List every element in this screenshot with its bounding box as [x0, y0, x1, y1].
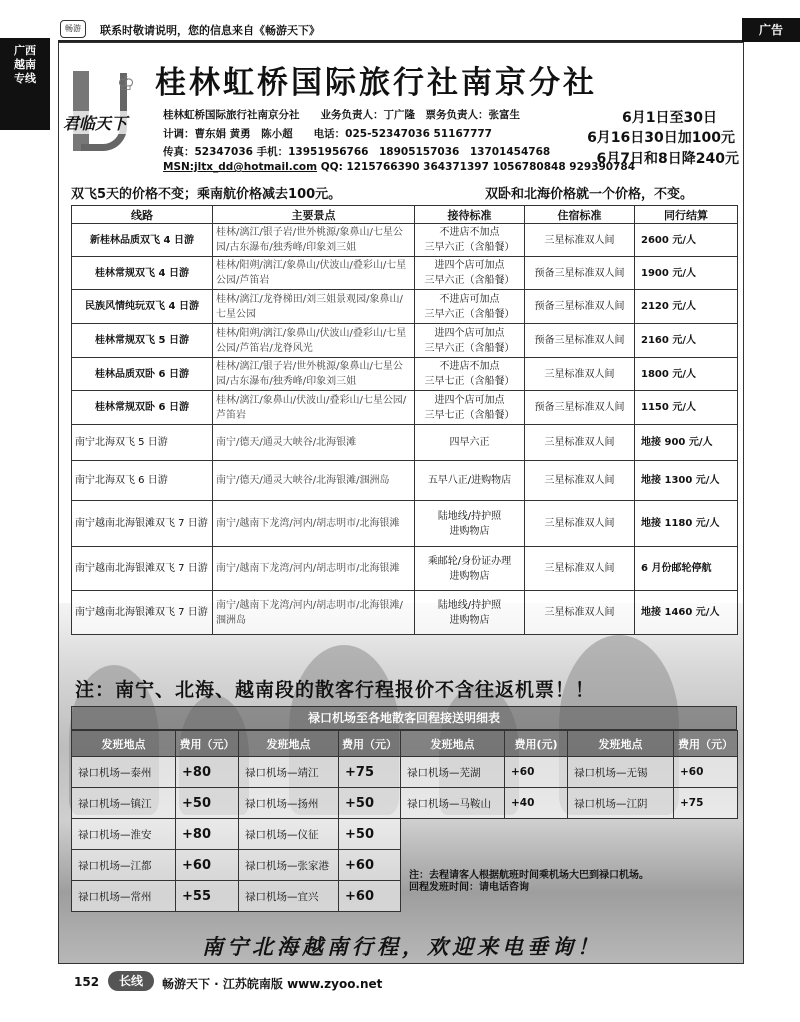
- transfer-fee: +60: [339, 881, 401, 912]
- route-row: [72, 501, 738, 547]
- route-row: [72, 290, 738, 324]
- transfer-title: 禄口机场至各地散客回程接送明细表: [71, 706, 737, 730]
- transfer-place: 禄口机场—江都: [72, 850, 176, 881]
- transfer-fee: +50: [339, 819, 401, 850]
- route-price: 1150 元/人: [635, 391, 738, 425]
- route-row: [72, 391, 738, 425]
- route-name: 南宁北海双飞 6 日游: [72, 461, 213, 501]
- col-fee: 费用（元）: [674, 731, 738, 757]
- route-standard: 不进店不加点 三早六正（含船餐）: [415, 224, 525, 257]
- empty-cell: [401, 819, 505, 850]
- source-notice: 联系时敬请说明，您的信息来自《畅游天下》: [100, 24, 320, 37]
- col-place: 发班地点: [239, 731, 339, 757]
- route-name: 桂林常规双飞 5 日游: [72, 324, 213, 358]
- transfer-place: 禄口机场—宜兴: [239, 881, 339, 912]
- ad-tag: 广告: [742, 18, 800, 42]
- route-standard: 进四个店可加点 三早六正（含船餐）: [415, 324, 525, 358]
- route-spots: 南宁/德天/通灵大峡谷/北海银滩: [213, 425, 415, 461]
- brand-logo: [63, 71, 159, 153]
- brand-tagline: 君临天下: [63, 111, 127, 134]
- route-hotel: 预备三星标准双人间: [525, 391, 635, 425]
- transfer-place: 禄口机场—仪征: [239, 819, 339, 850]
- route-name: 桂林品质双卧 6 日游: [72, 358, 213, 391]
- empty-cell: [674, 819, 738, 850]
- route-name: 南宁越南北海银滩双飞 7 日游: [72, 501, 213, 547]
- company-im: [163, 161, 635, 173]
- qq-numbers: QQ: 1215766390 364371397 1056780848 929390784: [320, 161, 636, 173]
- route-price: 2160 元/人: [635, 324, 738, 358]
- transfer-fee: +75: [674, 788, 738, 819]
- route-spots: 桂林/阳朔/漓江/象鼻山/伏波山/叠彩山/七星公园/芦笛岩/龙脊风光: [213, 324, 415, 358]
- route-row: [72, 547, 738, 591]
- company-phone: 计调：曹东娟 黄勇 陈小超 电话：025-52347036 51167777: [163, 128, 492, 140]
- transfer-place: 禄口机场—无锡: [568, 757, 674, 788]
- transfer-place: 禄口机场—靖江: [239, 757, 339, 788]
- route-row: [72, 358, 738, 391]
- route-hotel: 三星标准双人间: [525, 547, 635, 591]
- route-spots: 南宁/越南下龙湾/河内/胡志明市/北海银滩: [213, 547, 415, 591]
- route-hotel: 三星标准双人间: [525, 425, 635, 461]
- company-fax-mobile: 传真：52347036 手机：13951956766 18905157036 13701454768: [163, 146, 551, 158]
- route-standard: 不进店不加点 三早七正（含船餐）: [415, 358, 525, 391]
- transfer-fee: +60: [505, 757, 568, 788]
- slogan: 南宁北海越南行程，欢迎来电垂询！: [202, 934, 602, 959]
- route-row: [72, 257, 738, 290]
- route-price: 地接 1460 元/人: [635, 591, 738, 635]
- empty-cell: [674, 850, 738, 881]
- route-spots: 桂林/漓江/银子岩/世外桃源/象鼻山/七星公园/古东瀑布/独秀峰/印象刘三姐: [213, 358, 415, 391]
- transfer-fee: +50: [176, 788, 239, 819]
- route-price: 地接 1180 元/人: [635, 501, 738, 547]
- route-hotel: 预备三星标准双人间: [525, 324, 635, 358]
- magazine-logo: 畅游: [60, 20, 86, 38]
- route-price: 地接 1300 元/人: [635, 461, 738, 501]
- route-hotel: 三星标准双人间: [525, 358, 635, 391]
- route-standard: 进四个店可加点 三早六正（含船餐）: [415, 257, 525, 290]
- transfer-note-line1: 注：去程请客人根据航班时间乘机场大巴到禄口机场。: [409, 870, 649, 881]
- route-hotel: 三星标准双人间: [525, 461, 635, 501]
- route-row: [72, 224, 738, 257]
- col-place: 发班地点: [72, 731, 176, 757]
- price-note-right: 双卧和北海价格就一个价格，不变。: [485, 187, 694, 202]
- route-row: [72, 324, 738, 358]
- transfer-place: 禄口机场—常州: [72, 881, 176, 912]
- route-spots: 南宁/越南下龙湾/河内/胡志明市/北海银滩: [213, 501, 415, 547]
- transfer-section: [71, 706, 737, 912]
- transfer-header-row: [72, 731, 738, 757]
- route-spots: 南宁/德天/通灵大峡谷/北海银滩/涠洲岛: [213, 461, 415, 501]
- route-standard: 乘邮轮/身份证办理 进购物店: [415, 547, 525, 591]
- col-place: 发班地点: [401, 731, 505, 757]
- top-bar: [58, 18, 800, 42]
- route-hotel: 三星标准双人间: [525, 224, 635, 257]
- routes-header-row: [72, 206, 738, 224]
- transfer-fee: +60: [339, 850, 401, 881]
- page-footer: [58, 966, 800, 996]
- company-contacts: 桂林虹桥国际旅行社南京分社 业务负责人：丁广隆 票务负责人：张富生: [163, 109, 520, 121]
- route-row: [72, 425, 738, 461]
- price-note-left: 双飞5天的价格不变；乘南航价格减去100元。: [71, 187, 342, 202]
- transfer-fee: +50: [339, 788, 401, 819]
- route-standard: 不进店可加点 三早六正（含船餐）: [415, 290, 525, 324]
- transfer-place: 禄口机场—江阴: [568, 788, 674, 819]
- route-hotel: 三星标准双人间: [525, 591, 635, 635]
- side-tab-label: 广西越南专线: [14, 44, 36, 85]
- route-price: 6 月份邮轮停航: [635, 547, 738, 591]
- route-name: 桂林常规双卧 6 日游: [72, 391, 213, 425]
- col-fee: 费用(元): [505, 731, 568, 757]
- transfer-note: [409, 870, 649, 894]
- company-name: 桂林虹桥国际旅行社南京分社: [155, 65, 597, 101]
- route-name: 南宁越南北海银滩双飞 7 日游: [72, 591, 213, 635]
- transfer-place: 禄口机场—扬州: [239, 788, 339, 819]
- crown-icon: ♔: [117, 71, 135, 95]
- section-badge: 长线: [108, 971, 154, 991]
- transfer-fee: +80: [176, 819, 239, 850]
- ad-frame: [58, 42, 744, 964]
- transfer-place: 禄口机场—泰州: [72, 757, 176, 788]
- page-number: 152: [74, 975, 100, 989]
- transfer-row: [72, 788, 738, 819]
- route-hotel: 预备三星标准双人间: [525, 290, 635, 324]
- transfer-place: 禄口机场—淮安: [72, 819, 176, 850]
- col-fee: 费用（元）: [339, 731, 401, 757]
- transfer-row: [72, 757, 738, 788]
- route-price: 1800 元/人: [635, 358, 738, 391]
- transfer-fee: +60: [674, 757, 738, 788]
- transfer-row: [72, 819, 738, 850]
- empty-cell: [568, 819, 674, 850]
- route-price: 地接 900 元/人: [635, 425, 738, 461]
- route-row: [72, 591, 738, 635]
- col-place: 发班地点: [568, 731, 674, 757]
- transfer-fee: +80: [176, 757, 239, 788]
- route-name: 南宁越南北海银滩双飞 7 日游: [72, 547, 213, 591]
- route-standard: 四早六正: [415, 425, 525, 461]
- route-name: 桂林常规双飞 4 日游: [72, 257, 213, 290]
- promo-discount: 6月7日和8日降240元: [596, 151, 739, 167]
- route-standard: 陆地线/持护照 进购物店: [415, 501, 525, 547]
- transfer-note-line2: 回程发班时间：请电话咨询: [409, 882, 529, 893]
- route-hotel: 预备三星标准双人间: [525, 257, 635, 290]
- route-standard: 进四个店可加点 三早七正（含船餐）: [415, 391, 525, 425]
- col-route: 线路: [72, 206, 213, 224]
- transfer-fee: +75: [339, 757, 401, 788]
- col-fee: 费用（元）: [176, 731, 239, 757]
- col-spots: 主要景点: [213, 206, 415, 224]
- col-standard: 接待标准: [415, 206, 525, 224]
- side-tab: [0, 38, 50, 130]
- route-spots: 桂林/漓江/龙脊梯田/刘三姐景观园/象鼻山/七星公园: [213, 290, 415, 324]
- route-name: 民族风情纯玩双飞 4 日游: [72, 290, 213, 324]
- transfer-fee: +60: [176, 850, 239, 881]
- col-hotel: 住宿标准: [525, 206, 635, 224]
- route-price: 2600 元/人: [635, 224, 738, 257]
- route-name: 南宁北海双飞 5 日游: [72, 425, 213, 461]
- route-spots: 南宁/越南下龙湾/河内/胡志明市/北海银滩/涠洲岛: [213, 591, 415, 635]
- transfer-fee: +55: [176, 881, 239, 912]
- publication-info: 畅游天下 · 江苏皖南版 www.zyoo.net: [162, 977, 383, 991]
- route-row: [72, 461, 738, 501]
- route-hotel: 三星标准双人间: [525, 501, 635, 547]
- msn-link[interactable]: MSN:jltx_dd@hotmail.com: [163, 161, 318, 173]
- route-standard: 陆地线/持护照 进购物店: [415, 591, 525, 635]
- empty-cell: [505, 819, 568, 850]
- promo-surcharge: 6月16日30日加100元: [587, 130, 735, 146]
- route-name: 新桂林品质双飞 4 日游: [72, 224, 213, 257]
- route-price: 2120 元/人: [635, 290, 738, 324]
- transfer-place: 禄口机场—张家港: [239, 850, 339, 881]
- route-spots: 桂林/漓江/银子岩/世外桃源/象鼻山/七星公园/古东瀑布/独秀峰/印象刘三姐: [213, 224, 415, 257]
- route-standard: 五早八正/进购物店: [415, 461, 525, 501]
- col-price: 同行结算: [635, 206, 738, 224]
- transfer-place: 禄口机场—芜湖: [401, 757, 505, 788]
- routes-table: [71, 205, 738, 635]
- route-price: 1900 元/人: [635, 257, 738, 290]
- airfare-warning: 注：南宁、北海、越南段的散客行程报价不含往返机票！！: [75, 679, 596, 701]
- empty-cell: [674, 881, 738, 912]
- transfer-place: 禄口机场—马鞍山: [401, 788, 505, 819]
- transfer-fee: +40: [505, 788, 568, 819]
- promo-date-range: 6月1日至30日: [622, 110, 717, 126]
- route-spots: 桂林/阳朔/漓江/象鼻山/伏波山/叠彩山/七星公园/芦笛岩: [213, 257, 415, 290]
- transfer-place: 禄口机场—镇江: [72, 788, 176, 819]
- route-spots: 桂林/漓江/象鼻山/伏波山/叠彩山/七星公园/芦笛岩: [213, 391, 415, 425]
